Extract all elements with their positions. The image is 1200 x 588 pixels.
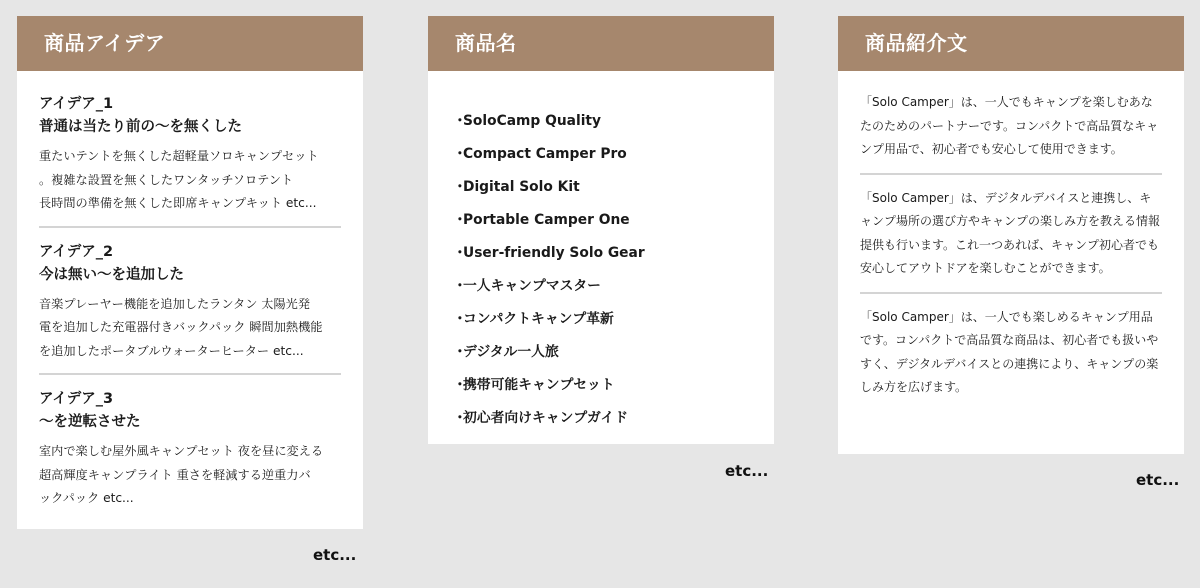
idea-label: アイデア_1 — [39, 96, 114, 112]
bullet: ・ — [453, 344, 467, 360]
product-ideas-card — [17, 16, 363, 529]
bullet: ・ — [453, 311, 467, 327]
list-item — [453, 270, 752, 303]
list-item — [453, 402, 752, 435]
product-name: Digital Solo Kit — [463, 179, 580, 195]
intro-paragraph-2: 「Solo Camper」は、デジタルデバイスと連携し、キャンプ場所の選び方やキャンプの楽しみ方を教える情報提供も行います。これ一つあれば、キャンプ初心者でも安心してアウトドアを楽しむことができます。 — [860, 187, 1162, 294]
intro-paragraph-3: 「Solo Camper」は、一人でも楽しめるキャンプ用品です。コンパクトで高品質な商品は、初心者でも扱いやすく、デジタルデバイスとの連携により、キャンプの楽しみ方を広げます。 — [860, 309, 1159, 394]
product-name: コンパクトキャンプ革新 — [463, 311, 614, 327]
idea-description: 重たいテントを無くした超軽量ソロキャンプセット 。複雑な設置を無くしたワンタッチソロテント 長時間の準備を無くした即席キャンプキット etc... — [39, 149, 319, 210]
list-item — [453, 237, 752, 270]
bullet: ・ — [453, 179, 467, 195]
idea-title: 普通は当たり前の〜を無くした — [39, 119, 242, 135]
intro-paragraph-1: 「Solo Camper」は、一人でもキャンプを楽しむあなたのためのパートナーです。コンパクトで高品質なキャンプ用品で、初心者でも安心して使用できます。 — [860, 91, 1162, 175]
list-item — [453, 369, 752, 402]
product-intro-header: 商品紹介文 — [838, 16, 1184, 71]
product-names-card — [428, 16, 774, 444]
product-intro-card — [838, 16, 1184, 454]
idea-item-1 — [39, 93, 341, 228]
list-item — [453, 138, 752, 171]
product-name: 一人キャンプマスター — [463, 278, 601, 294]
bullet: ・ — [453, 245, 467, 261]
product-name: Portable Camper One — [463, 212, 630, 228]
list-item — [453, 303, 752, 336]
bullet: ・ — [453, 113, 467, 129]
names-etc-label: etc... — [725, 462, 769, 480]
product-intro-body — [838, 71, 1184, 411]
bullet: ・ — [453, 278, 467, 294]
product-name: User-friendly Solo Gear — [463, 245, 645, 261]
idea-description: 音楽プレーヤー機能を追加したランタン 太陽光発 電を追加した充電器付きバックパック 瞬間加熱機能 を追加したポータブルウォーターヒーター etc... — [39, 296, 323, 358]
list-item — [453, 336, 752, 369]
product-name: 携帯可能キャンプセット — [463, 377, 615, 393]
idea-item-3 — [39, 388, 341, 521]
idea-item-2 — [39, 241, 341, 376]
product-name: SoloCamp Quality — [463, 113, 602, 129]
product-name: デジタル一人旅 — [463, 344, 559, 360]
product-names-header: 商品名 — [428, 16, 774, 71]
product-names-list — [450, 93, 752, 435]
product-ideas-body — [17, 71, 363, 521]
product-names-body — [428, 71, 774, 435]
list-item — [453, 105, 752, 138]
product-name: 初心者向けキャンプガイド — [463, 410, 629, 426]
bullet: ・ — [453, 146, 467, 162]
intro-etc-label: etc... — [1136, 471, 1180, 489]
idea-label: アイデア_3 — [39, 391, 114, 407]
bullet: ・ — [453, 377, 467, 393]
bullet: ・ — [453, 410, 467, 426]
product-ideas-header: 商品アイデア — [17, 16, 363, 71]
ideas-etc-label: etc... — [313, 546, 357, 564]
list-item — [453, 204, 752, 237]
idea-label: アイデア_2 — [39, 243, 114, 260]
list-item — [453, 171, 752, 204]
idea-title: 〜を逆転させた — [39, 414, 141, 430]
idea-title: 今は無い〜を追加した — [39, 266, 184, 283]
product-name: Compact Camper Pro — [463, 146, 627, 162]
bullet: ・ — [453, 212, 467, 228]
idea-description: 室内で楽しむ屋外風キャンプセット 夜を昼に変える 超高輝度キャンプライト 重さを軽減する逆重力バ ックパック etc... — [39, 444, 324, 505]
